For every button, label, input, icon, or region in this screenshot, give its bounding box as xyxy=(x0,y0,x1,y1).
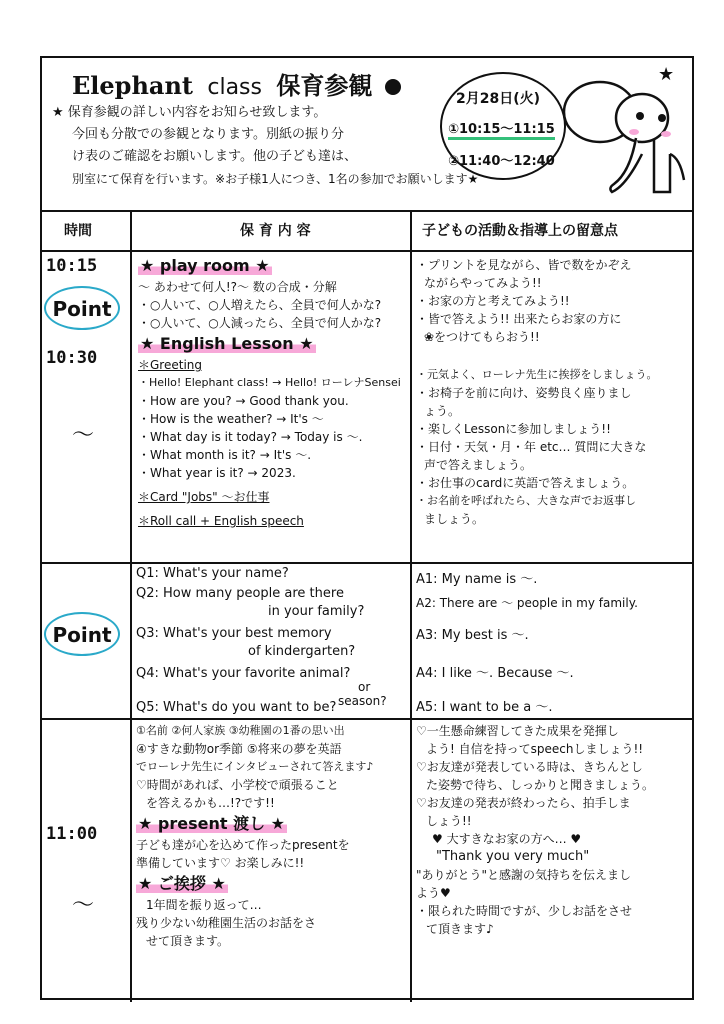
answer-1: A1: My name is 〜. xyxy=(416,572,538,587)
note-line: よう♥ xyxy=(416,886,451,900)
note-line: ♡お友達が発表している時は、きちんとし xyxy=(416,760,643,774)
intro-text xyxy=(52,102,479,190)
speech-line: ①名前 ②何人家族 ③幼稚園の1番の思い出 xyxy=(136,724,345,737)
play-line: ・○人いて、○人減ったら、全員で何人かな? xyxy=(138,316,382,330)
column-headers xyxy=(42,210,692,252)
time-start: 10:15 xyxy=(46,256,98,276)
intro-line: ★ 保育参観の詳しい内容をお知らせ致します。 xyxy=(52,105,327,120)
present-line: 準備しています♡ お楽しみに!! xyxy=(136,856,305,870)
time-slot-1: ①10:15〜11:15 xyxy=(448,118,555,140)
note-line: ・お仕事のcardに英語で答えましょう。 xyxy=(416,476,635,490)
question-1: Q1: What's your name? xyxy=(136,566,289,581)
english-lesson-title: ★ English Lesson ★ xyxy=(140,334,314,353)
note-line: ・日付・天気・月・年 etc… 質問に大きな xyxy=(416,440,647,454)
time-english: 10:30 xyxy=(46,348,98,368)
answer-3: A3: My best is 〜. xyxy=(416,628,529,643)
document-frame xyxy=(40,56,694,1000)
note-line: "ありがとう"と感謝の気持ちを伝えまし xyxy=(416,868,632,882)
speech-line: ④すきな動物or季節 ⑤将来の夢を英語 xyxy=(136,742,342,756)
note-line: ・お椅子を前に向け、姿勢良く座りまし xyxy=(416,386,632,400)
question-3-cont: of kindergarten? xyxy=(248,644,356,659)
play-line: 〜 あわせて何人!?〜 数の合成・分解 xyxy=(138,280,337,294)
date-box xyxy=(440,72,566,180)
note-line: 声で答えましょう。 xyxy=(424,458,533,472)
intro-line: 別室にて保育を行います。※お子様1人につき、1名の参加でお願いします★ xyxy=(72,172,479,186)
note-line: た姿勢で待ち、しっかりと聞きましょう。 xyxy=(426,778,655,792)
card-jobs: ＊Card "Jobs" 〜お仕事 xyxy=(138,490,270,504)
title-english: Elephant xyxy=(72,71,193,100)
greet-line: 1年間を振り返って… xyxy=(146,898,262,912)
note-line: ❀をつけてもらおう!! xyxy=(424,330,540,344)
time-slot-2: ②11:40〜12:40 xyxy=(448,154,555,169)
row-divider xyxy=(42,562,692,564)
time-range-mark: 〜 xyxy=(72,423,95,448)
play-line: ・○人いて、○人増えたら、全員で何人かな? xyxy=(138,298,382,312)
english-line: ・What month is it? → It's 〜. xyxy=(138,448,312,462)
time-range-mark: 〜 xyxy=(72,893,95,918)
note-line: ょう。 xyxy=(424,404,461,418)
date-label: 2月28日(火) xyxy=(456,91,541,107)
roll-call: ＊Roll call + English speech xyxy=(138,514,304,528)
note-line: ・皆で答えよう!! 出来たらお家の方に xyxy=(416,312,622,326)
note-line: ましょう。 xyxy=(424,512,485,526)
note-line: ・楽しくLessonに参加しましょう!! xyxy=(416,422,611,436)
note-line: ♡一生懸命練習してきた成果を発揮し xyxy=(416,724,619,738)
note-line: よう! 自信を持ってspeechしましょう!! xyxy=(426,742,644,756)
column-divider xyxy=(410,210,412,1002)
english-line: ・How are you? → Good thank you. xyxy=(138,394,349,408)
note-line: ♥ 大すきなお家の方へ… ♥ xyxy=(432,832,582,846)
notes-row1 xyxy=(416,256,692,528)
apple-icon xyxy=(385,79,401,95)
note-line: ながらやってみよう!! xyxy=(424,276,542,290)
question-2: Q2: How many people are there xyxy=(136,586,344,601)
note-line: て頂きます♪ xyxy=(426,922,494,936)
answer-2: A2: There are 〜 people in my family. xyxy=(416,596,638,610)
speech-line: を答えるかも…!?です!! xyxy=(146,796,275,810)
notes-row3 xyxy=(416,722,692,938)
note-line: ・限られた時間ですが、少しお話をさせ xyxy=(416,904,633,918)
column-notes: 子どもの活動＆指導上の留意点 xyxy=(422,223,618,239)
question-4-or: or xyxy=(358,680,371,694)
english-line: ・Hello! Elephant class! → Hello! ローレナSensei xyxy=(138,376,401,389)
note-line: ・プリントを見ながら、皆で数をかぞえ xyxy=(416,258,632,272)
question-4-season: season? xyxy=(338,694,387,708)
english-line: ・How is the weather? → It's 〜 xyxy=(138,412,324,426)
column-content: 保 育 内 容 xyxy=(240,223,311,239)
greet-line: せて頂きます。 xyxy=(146,934,230,948)
star-icon: ★ xyxy=(658,64,675,85)
content-row1 xyxy=(138,254,406,530)
row-divider xyxy=(42,718,692,720)
greeting-title: ★ ご挨拶 ★ xyxy=(138,874,226,893)
note-line: ・お名前を呼ばれたら、大きな声でお返事し xyxy=(416,494,636,507)
content-row3 xyxy=(136,722,408,950)
note-line: ・元気よく、ローレナ先生に挨拶をしましょう。 xyxy=(416,368,658,381)
column-time: 時間 xyxy=(64,223,92,239)
point-badge: Point xyxy=(44,286,120,330)
answer-4: A4: I like 〜. Because 〜. xyxy=(416,666,574,681)
question-2-cont: in your family? xyxy=(268,604,365,619)
speech-line: ♡時間があれば、小学校で頑張ること xyxy=(136,778,339,792)
play-room-title: ★ play room ★ xyxy=(140,256,270,275)
column-divider xyxy=(130,210,132,1002)
header xyxy=(42,58,692,212)
question-5: Q5: What's do you want to be? xyxy=(136,700,337,715)
point-badge: Point xyxy=(44,612,120,656)
title-class: class xyxy=(207,75,262,100)
title-japanese: 保育参観 xyxy=(276,72,373,100)
greeting-label: ＊Greeting xyxy=(138,358,202,372)
intro-line: け表のご確認をお願いします。他の子ども達は、 xyxy=(72,149,357,164)
time-present: 11:00 xyxy=(46,824,98,844)
english-line: ・What year is it? → 2023. xyxy=(138,466,296,480)
present-line: 子ども達が心を込めて作ったpresentを xyxy=(136,838,350,852)
english-line: ・What day is it today? → Today is 〜. xyxy=(138,430,363,444)
page-title xyxy=(72,66,401,101)
note-line: ・お家の方と考えてみよう!! xyxy=(416,294,570,308)
speech-line: でローレナ先生にインタビューされて答えます♪ xyxy=(136,760,374,773)
intro-line: 今回も分散での参観となります。別紙の振り分 xyxy=(72,127,344,142)
question-4: Q4: What's your favorite animal? xyxy=(136,666,351,681)
question-3: Q3: What's your best memory xyxy=(136,626,332,641)
note-line: しょう!! xyxy=(426,814,472,828)
answer-5: A5: I want to be a 〜. xyxy=(416,700,553,715)
note-line: ♡お友達の発表が終わったら、拍手しま xyxy=(416,796,631,810)
greet-line: 残り少ない幼稚園生活のお話をさ xyxy=(136,916,317,930)
present-title: ★ present 渡し ★ xyxy=(138,814,286,833)
note-line: "Thank you very much" xyxy=(436,849,590,864)
